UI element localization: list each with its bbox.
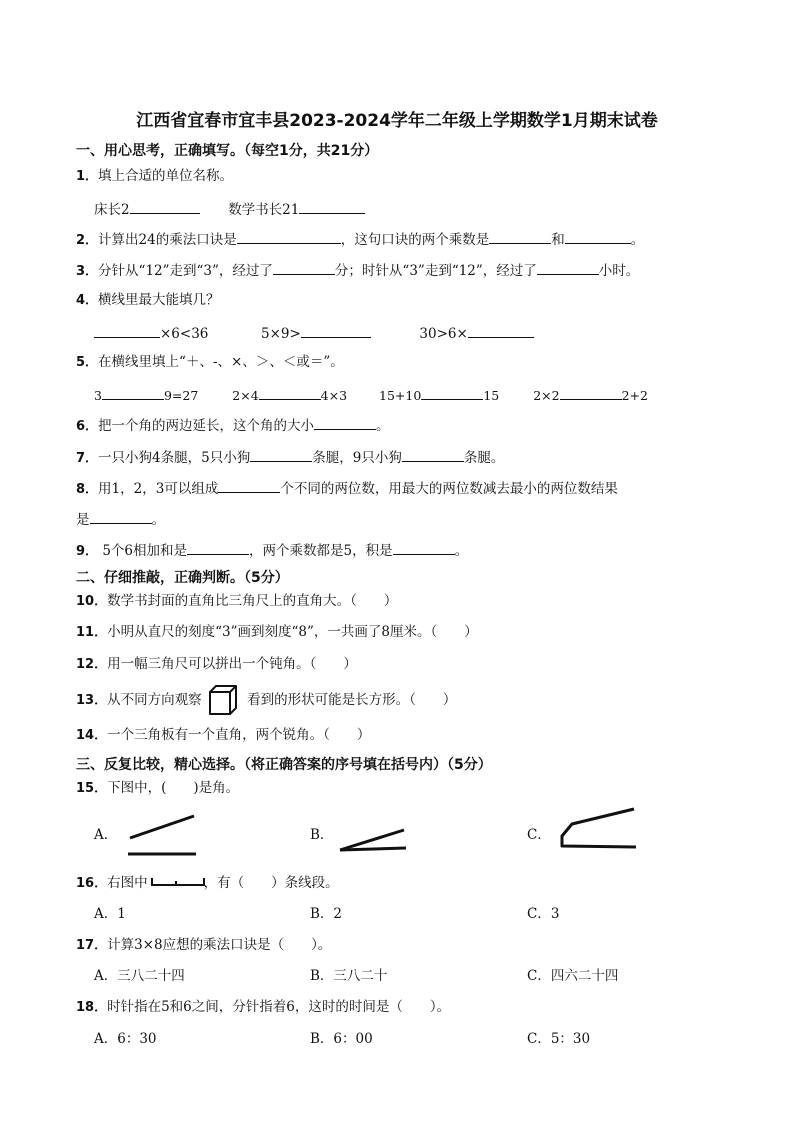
section-3-heading: 三、反复比较，精心选择。（将正确答案的序号填在括号内）（5分） [76,757,492,773]
question-text: 5个6相加和是 [102,543,188,559]
question-12 [76,655,357,674]
question-number: 5． [76,355,99,370]
question-number: 1． [76,169,99,184]
question-text: 用1，2，3可以组成 [98,481,219,497]
blank-label: 数学书长21 [228,202,300,218]
question-number: 13． [76,693,108,708]
question-text: 一个三角板有一个直角，两个锐角。（ ） [107,727,371,743]
question-text: 和 [551,232,565,248]
item-text: 5×9> [260,326,301,342]
option-a-figure [124,812,200,860]
question-text: ，有（ ）条线段。 [203,875,339,891]
question-text: 分；时针从“3”走到“12”，经过了 [334,263,537,279]
question-number: 14． [76,728,108,743]
question-3 [76,260,639,281]
answer-blank[interactable] [90,509,152,524]
answer-blank[interactable] [301,323,371,338]
item-text: 15+10 [379,388,422,403]
answer-blank[interactable] [314,415,376,430]
answer-blank[interactable] [218,478,280,493]
answer-blank[interactable] [250,447,312,462]
question-text: 横线里最大能填几？ [98,292,220,308]
question-number: 16． [76,876,108,891]
answer-blank[interactable] [402,447,464,462]
answer-blank[interactable] [259,385,321,400]
question-text: 个不同的两位数，用最大的两位数减去最小的两位数结果 [280,481,618,497]
option-c[interactable]: C．四六二十四 [527,968,619,984]
question-text: 条腿。 [463,450,505,466]
question-number: 4． [76,293,99,308]
option-a[interactable]: A．1 [94,906,126,922]
question-text: ，这句口诀的两个乘数是 [340,232,490,248]
question-number: 3． [76,264,99,279]
question-1-blanks [94,199,365,219]
question-8 [76,478,618,499]
question-text: 填上合适的单位名称。 [98,168,234,184]
question-number: 6． [76,419,99,434]
item-text: 2×2 [533,388,560,403]
question-4-items [94,323,534,343]
answer-blank[interactable] [187,540,249,555]
item-text: 30>6× [419,326,468,342]
question-14 [76,726,370,745]
question-text: 分针从“12”走到“3”，经过了 [98,263,273,279]
answer-blank[interactable] [565,229,631,244]
question-text: 下图中，( )是角。 [107,780,240,796]
question-4 [76,291,220,310]
question-number: 8． [76,482,99,497]
question-15 [76,779,239,798]
answer-blank[interactable] [273,260,335,275]
question-text: 条腿，9只小狗 [312,450,402,466]
answer-blank[interactable] [468,323,534,338]
option-a-label[interactable]: A． [94,827,118,843]
question-text: 小时。 [598,263,640,279]
option-c[interactable]: C．5：30 [527,1031,591,1047]
item-text: 2×4 [232,388,259,403]
item-text: ×6<36 [160,326,209,342]
question-6 [76,415,390,436]
option-b-figure [336,826,408,854]
question-text: 小明从直尺的刻度“3”画到刻度“8”，一共画了8厘米。（ ） [107,624,478,640]
section-2-heading: 二、仔细推敲，正确判断。（5分） [76,570,289,586]
question-text: 。 [630,232,645,248]
question-number: 2． [76,233,99,248]
option-a[interactable]: A．6：30 [94,1031,157,1047]
question-text: 。 [454,543,469,559]
question-number: 10． [76,594,108,609]
question-text: 把一个角的两边延长，这个角的大小 [98,418,315,434]
cube-icon [208,684,240,716]
option-a[interactable]: A．三八二十四 [94,968,185,984]
question-18 [76,998,450,1017]
option-b[interactable]: B．三八二十 [310,968,388,984]
answer-blank[interactable] [94,323,160,338]
item-text: 2+2 [621,388,648,403]
option-b-label[interactable]: B． [310,827,334,843]
question-number: 12． [76,657,108,672]
question-text: ，两个乘数都是5，积是 [249,543,393,559]
question-text: 数学书封面的直角比三角尺上的直角大。（ ） [107,593,398,609]
option-b[interactable]: B．6：00 [310,1031,373,1047]
question-text: 时针指在5和6之间，分针指着6，这时的时间是（ ）。 [107,999,451,1015]
question-text: ，看到的形状可能是长方形。（ ） [233,692,457,708]
question-1 [76,167,233,186]
section-1-heading: 一、用心思考，正确填写。（每空1分，共21分） [76,143,379,159]
option-c-figure [554,806,638,852]
question-number: 9． [76,544,99,559]
item-text: 3 [94,388,102,403]
question-2 [76,229,644,250]
segment-figure [150,874,206,888]
question-5-items [94,385,648,405]
option-c[interactable]: C．3 [527,906,560,922]
question-10 [76,592,397,611]
question-16 [76,874,339,893]
question-text: 用一幅三角尺可以拼出一个钝角。（ ） [107,656,357,672]
question-8-continued [76,509,165,529]
question-11 [76,623,478,642]
question-text: 。 [151,512,165,528]
question-number: 11． [76,625,108,640]
question-text: 从不同方向观察 [107,692,202,708]
question-7 [76,447,504,468]
question-text: 在横线里填上“＋、-、×、＞、＜或＝”。 [98,354,344,370]
answer-blank[interactable] [393,540,455,555]
item-text: 9=27 [163,388,199,403]
question-9 [76,540,468,561]
answer-blank[interactable] [489,229,551,244]
question-17 [76,936,331,955]
blank-label: 床长2 [94,202,130,218]
answer-blank[interactable] [299,199,365,214]
question-5 [76,353,344,372]
answer-blank[interactable] [237,229,341,244]
question-number: 17． [76,938,108,953]
question-13 [76,691,456,710]
question-text: 是 [76,512,90,528]
question-text: 计算3×8应想的乘法口诀是（ ）。 [107,937,332,953]
answer-blank[interactable] [102,385,164,400]
option-c-label[interactable]: C． [527,827,551,843]
answer-blank[interactable] [560,385,622,400]
item-text: 4×3 [320,388,348,403]
answer-blank[interactable] [537,260,599,275]
item-text: 15 [483,388,500,403]
question-number: 15． [76,781,108,796]
question-number: 7． [76,451,99,466]
answer-blank[interactable] [421,385,483,400]
question-text: 右图中 [107,875,148,891]
page-title: 江西省宜春市宜丰县2023-2024学年二年级上学期数学1月期末试卷 [136,111,658,131]
answer-blank[interactable] [130,199,200,214]
option-b[interactable]: B．2 [310,906,343,922]
question-text: 计算出24的乘法口诀是 [98,232,237,248]
question-text: 一只小狗4条腿，5只小狗 [98,450,251,466]
question-number: 18． [76,1000,108,1015]
question-text: 。 [376,418,390,434]
